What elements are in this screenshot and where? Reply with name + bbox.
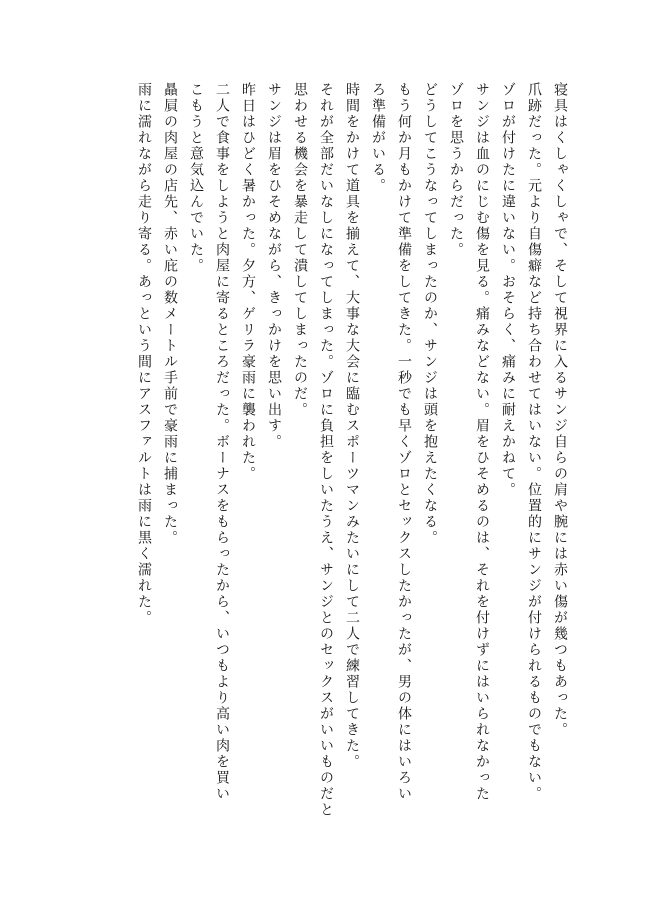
text-line: ろ準備がいる。 bbox=[370, 82, 386, 194]
text-line: 思わせる機会を暴走して潰してしまったのだ。 bbox=[292, 82, 308, 418]
text-line: こもうと意気込んでいた。 bbox=[188, 82, 204, 274]
text-line: それが全部だいなしになってしまった。ゾロに負担をしいたうえ、サンジとのセックスがいいものだと bbox=[318, 82, 334, 818]
text-line: サンジは血のにじむ傷を見る。痛みなどない。眉をひそめるのは、それを付けずにはいられなかった bbox=[474, 82, 490, 802]
text-line: どうしてこうなってしまったのか、サンジは頭を抱えたくなる。 bbox=[422, 82, 438, 546]
text-line: サンジは眉をひそめながら、きっかけを思い出す。 bbox=[266, 82, 282, 450]
text-line: 贔屓の肉屋の店先、赤い庇の数メートル手前で豪雨に捕まった。 bbox=[162, 82, 178, 546]
text-line: もう何か月もかけて準備をしてきた。一秒でも早くゾロとセックスしたかったが、男の体にはいろい bbox=[396, 82, 412, 802]
text-line: 時間をかけて道具を揃えて、大事な大会に臨むスポーツマンみたいにして二人で練習してきた。 bbox=[344, 82, 360, 770]
text-line: 爪跡だった。元より自傷癖など持ち合わせてはいない。位置的にサンジが付けられるものでもない。 bbox=[526, 82, 542, 802]
text-line: 寝具はくしゃくしゃで、そして視界に入るサンジ自らの肩や腕には赤い傷が幾つもあった。 bbox=[552, 82, 568, 738]
text-line: ゾロを思うからだった。 bbox=[448, 82, 464, 258]
text-line: ゾロが付けたに違いない。おそらく、痛みに耐えかねて。 bbox=[500, 82, 516, 498]
text-line: 昨日はひどく暑かった。夕方、ゲリラ豪雨に襲われた。 bbox=[240, 82, 256, 482]
text-line: 雨に濡れながら走り寄る。あっという間にアスファルトは雨に黒く濡れた。 bbox=[136, 82, 152, 626]
text-line: 二人で食事をしようと肉屋に寄るところだった。ボーナスをもらったから、いつもより高い肉を買い bbox=[214, 82, 230, 802]
vertical-text-body bbox=[131, 82, 573, 818]
